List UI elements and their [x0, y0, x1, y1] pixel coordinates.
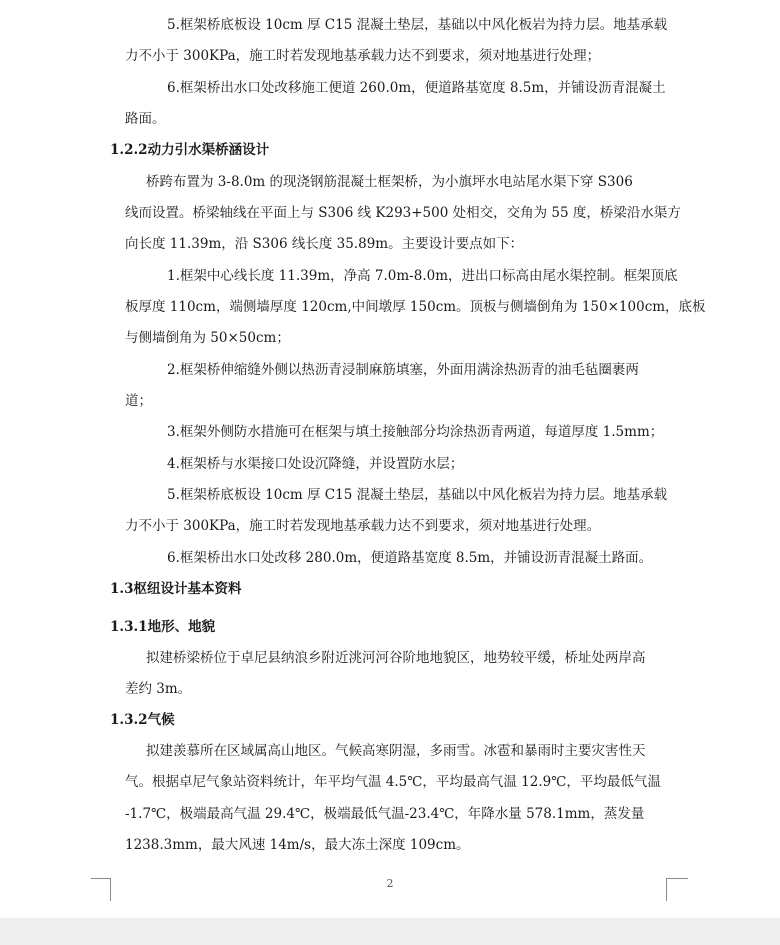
text-line: 拟建桥梁桥位于卓尼县纳浪乡附近洮河河谷阶地地貌区，地势较平缓，桥址处两岸高 — [146, 650, 646, 666]
text-line: 力不小于 300KPa，施工时若发现地基承载力达不到要求，须对地基进行处理； — [125, 48, 601, 64]
text-line: 线而设置。桥梁轴线在平面上与 S306 线 K293+500 处相交，交角为 55 度，桥梁沿水渠方 — [125, 205, 681, 221]
text-line: 3.框架外侧防水措施可在框架与填土接触部分均涂热沥青两道，每道厚度 1.5mm； — [167, 424, 664, 440]
text-line: 6.框架桥出水口处改移施工便道 260.0m，便道路基宽度 8.5m，并铺设沥青混凝土 — [167, 80, 666, 96]
text-line: 桥跨布置为 3-8.0m 的现浇钢筋混凝土框架桥，为小旗坪水电站尾水渠下穿 S306 — [146, 174, 633, 190]
text-line: 5.框架桥底板设 10cm 厚 C15 混凝土垫层，基础以中风化板岩为持力层。地基承载 — [167, 17, 668, 33]
section-heading: 1.3枢纽设计基本资料 — [110, 581, 242, 597]
section-heading: 1.3.2气候 — [110, 712, 175, 728]
text-line: -1.7℃，极端最高气温 29.4℃，极端最低气温-23.4℃，年降水量 578.1mm，蒸发量 — [125, 806, 645, 822]
text-line: 4.框架桥与水渠接口处设沉降缝，并设置防水层； — [167, 456, 464, 472]
text-line: 路面。 — [125, 111, 166, 127]
text-line: 5.框架桥底板设 10cm 厚 C15 混凝土垫层，基础以中风化板岩为持力层。地基承载 — [167, 487, 668, 503]
text-line: 气。根据卓尼气象站资料统计，年平均气温 4.5℃，平均最高气温 12.9℃，平均最低气温 — [125, 774, 661, 790]
page-gap-background — [0, 918, 780, 945]
section-heading: 1.2.2动力引水渠桥涵设计 — [110, 142, 270, 158]
text-line: 板厚度 110cm，端侧墙厚度 120cm,中间墩厚 150cm。顶板与侧墙倒角为 150×100cm，底板 — [125, 299, 706, 315]
text-line: 道； — [125, 393, 152, 409]
text-line: 力不小于 300KPa，施工时若发现地基承载力达不到要求，须对地基进行处理。 — [125, 518, 601, 534]
section-heading: 1.3.1地形、地貌 — [110, 619, 216, 635]
text-line: 1238.3mm，最大风速 14m/s，最大冻土深度 109cm。 — [125, 837, 470, 853]
text-line: 拟建羡慕所在区域属高山地区。气候高寒阴湿，多雨雪。冰雹和暴雨时主要灾害性天 — [146, 743, 646, 759]
text-line: 向长度 11.39m，沿 S306 线长度 35.89m。主要设计要点如下： — [125, 236, 524, 252]
page-number: 2 — [386, 877, 394, 890]
text-line: 2.框架桥伸缩缝外侧以热沥青浸制麻筋填塞，外面用满涂热沥青的油毛毡圈裹两 — [167, 362, 639, 378]
text-line: 与侧墙倒角为 50×50cm； — [125, 330, 290, 346]
text-line: 1.框架中心线长度 11.39m，净高 7.0m-8.0m，进出口标高由尾水渠控制。框架顶底 — [167, 268, 678, 284]
text-line: 差约 3m。 — [125, 681, 192, 697]
text-line: 6.框架桥出水口处改移 280.0m，便道路基宽度 8.5m，并铺设沥青混凝土路面。 — [167, 550, 653, 566]
